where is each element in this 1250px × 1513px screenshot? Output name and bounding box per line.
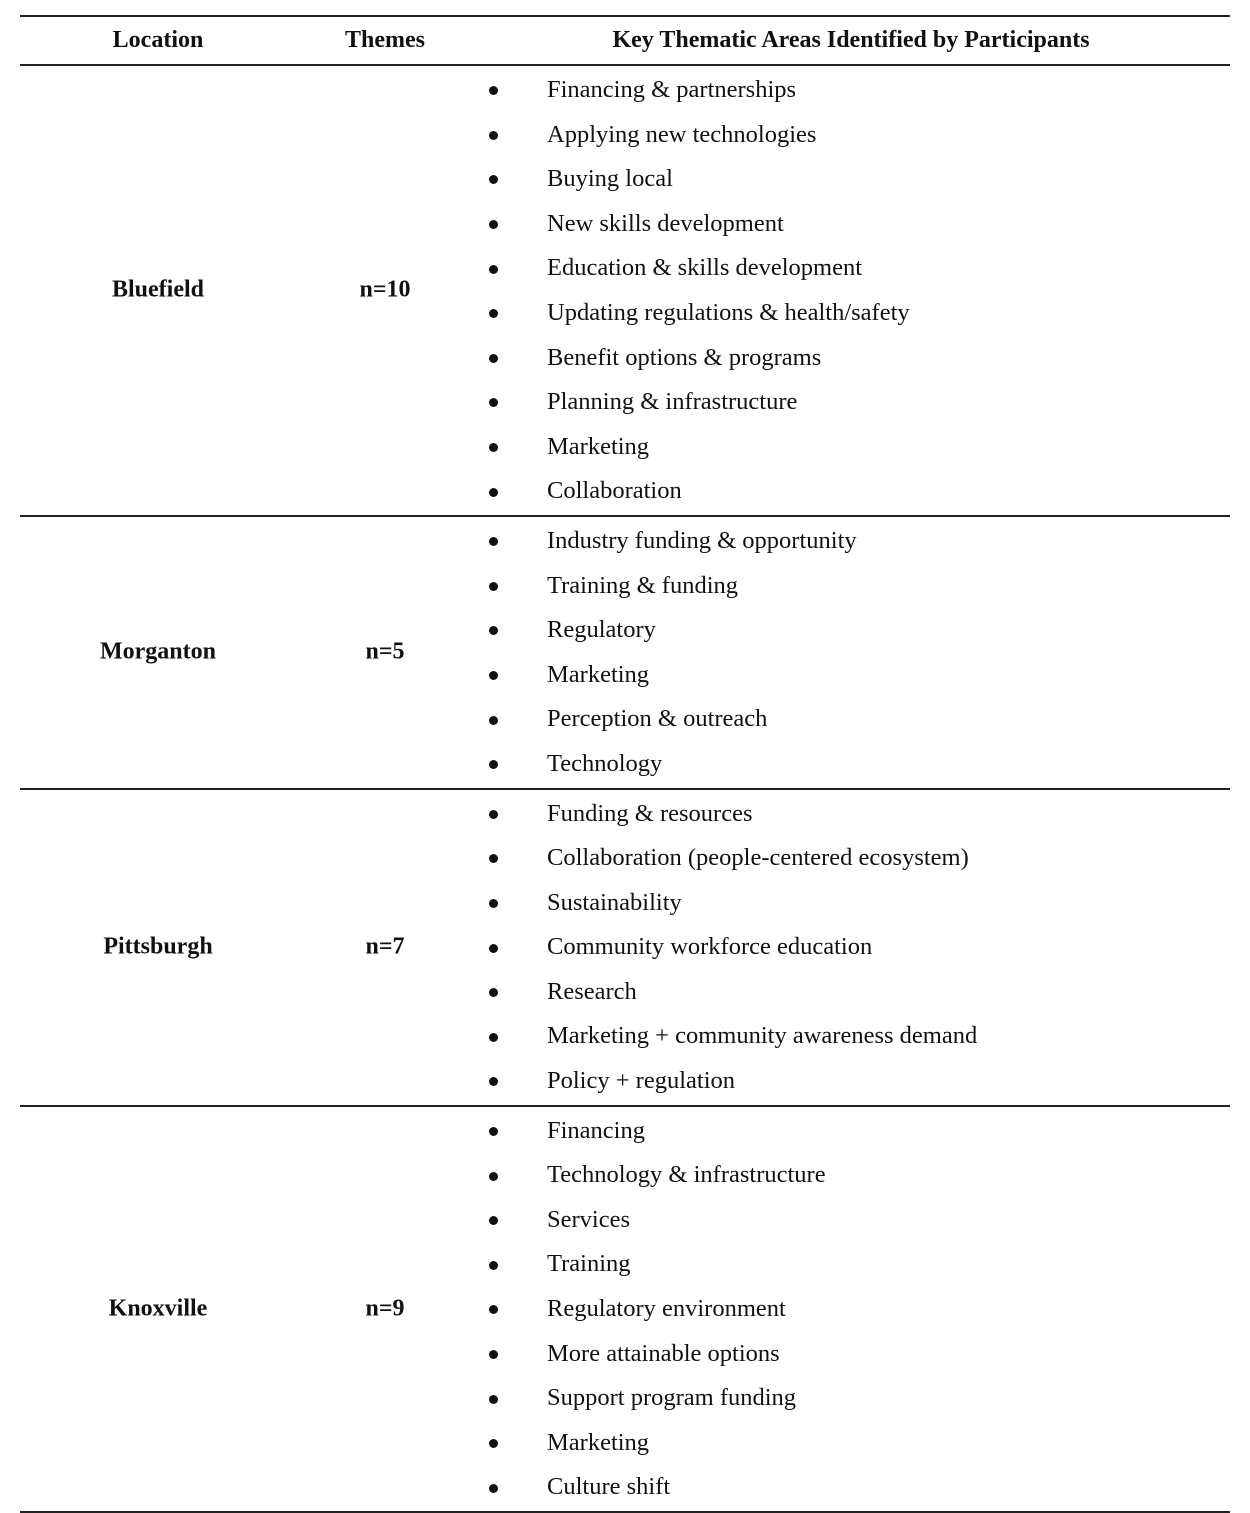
list-item-text: More attainable options — [547, 1339, 780, 1367]
list-item-text: Regulatory — [547, 616, 656, 644]
bullet-icon — [489, 854, 498, 863]
list-item-text: Collaboration — [547, 477, 682, 505]
list-item — [475, 336, 1230, 381]
bullet-icon — [489, 810, 498, 819]
list-item — [475, 653, 1230, 698]
bullet-icon — [489, 1305, 498, 1314]
thematic-areas-list — [475, 792, 1230, 1104]
list-item — [475, 380, 1230, 425]
bullet-icon — [489, 443, 498, 452]
table-header — [20, 17, 1230, 66]
location-cell: Bluefield — [111, 276, 205, 303]
list-item — [475, 425, 1230, 470]
header-themes: Themes — [345, 27, 425, 53]
list-item — [475, 1014, 1230, 1059]
list-item-text: Collaboration (people-centered ecosystem) — [547, 844, 969, 872]
list-item — [475, 68, 1230, 113]
list-item — [475, 113, 1230, 158]
list-item-text: Perception & outreach — [547, 705, 768, 733]
location-cell: Morganton — [100, 638, 216, 665]
list-item — [475, 1376, 1230, 1421]
location-cell: Pittsburgh — [103, 933, 213, 960]
list-item — [475, 1198, 1230, 1243]
list-item-text: Technology & infrastructure — [547, 1161, 826, 1189]
thematic-areas-list — [475, 1109, 1230, 1510]
list-item-text: Marketing — [547, 432, 650, 460]
list-item-text: Regulatory environment — [547, 1295, 786, 1323]
bullet-icon — [489, 1261, 498, 1270]
list-item — [475, 469, 1230, 514]
list-item — [475, 157, 1230, 202]
list-item-text: Updating regulations & health/safety — [547, 298, 910, 326]
bullet-icon — [489, 582, 498, 591]
list-item — [475, 1109, 1230, 1154]
header-key-thematic-areas: Key Thematic Areas Identified by Participants — [612, 27, 1090, 53]
list-item — [475, 1059, 1230, 1104]
bullet-icon — [489, 488, 498, 497]
bullet-icon — [489, 537, 498, 546]
list-item-text: Buying local — [547, 165, 673, 193]
bullet-icon — [489, 1172, 498, 1181]
themes-count-cell: n=9 — [365, 1295, 405, 1322]
bullet-icon — [489, 716, 498, 725]
list-item-text: Planning & infrastructure — [547, 388, 798, 416]
bullet-icon — [489, 626, 498, 635]
themes-count-cell: n=7 — [365, 933, 405, 960]
list-item-text: Marketing + community awareness demand — [547, 1022, 978, 1050]
list-item — [475, 836, 1230, 881]
list-item — [475, 608, 1230, 653]
bullet-icon — [489, 988, 498, 997]
list-item-text: Research — [547, 977, 637, 1005]
list-item — [475, 1465, 1230, 1510]
table-row — [20, 517, 1230, 790]
table-row — [20, 1107, 1230, 1513]
bullet-icon — [489, 671, 498, 680]
bullet-icon — [489, 1077, 498, 1086]
list-item-text: Community workforce education — [547, 933, 873, 961]
list-item-text: Services — [547, 1205, 630, 1233]
bullet-icon — [489, 899, 498, 908]
list-item-text: Training & funding — [547, 571, 739, 599]
list-item-text: Marketing — [547, 1428, 650, 1456]
thematic-areas-list — [475, 519, 1230, 787]
bullet-icon — [489, 175, 498, 184]
list-item-text: Applying new technologies — [547, 120, 817, 148]
bullet-icon — [489, 944, 498, 953]
list-item-text: Culture shift — [547, 1473, 671, 1501]
thematic-areas-list — [475, 68, 1230, 514]
bullet-icon — [489, 265, 498, 274]
list-item — [475, 697, 1230, 742]
list-item-text: Financing — [547, 1116, 645, 1144]
themes-table — [20, 15, 1230, 1513]
location-cell: Knoxville — [108, 1295, 208, 1322]
bullet-icon — [489, 1350, 498, 1359]
table-row — [20, 790, 1230, 1107]
list-item-text: Funding & resources — [547, 799, 753, 827]
list-item — [475, 202, 1230, 247]
bullet-icon — [489, 1033, 498, 1042]
list-item-text: Benefit options & programs — [547, 343, 822, 371]
themes-count-cell: n=5 — [365, 638, 405, 665]
list-item-text: Sustainability — [547, 888, 682, 916]
list-item — [475, 1421, 1230, 1466]
list-item-text: Support program funding — [547, 1384, 797, 1412]
bullet-icon — [489, 1439, 498, 1448]
list-item-text: Technology — [547, 749, 663, 777]
list-item — [475, 1242, 1230, 1287]
list-item — [475, 246, 1230, 291]
list-item-text: New skills development — [547, 209, 784, 237]
table-row — [20, 66, 1230, 517]
list-item — [475, 925, 1230, 970]
list-item-text: Industry funding & opportunity — [547, 526, 857, 554]
bullet-icon — [489, 1395, 498, 1404]
list-item — [475, 970, 1230, 1015]
list-item — [475, 519, 1230, 564]
list-item — [475, 742, 1230, 787]
list-item-text: Education & skills development — [547, 254, 863, 282]
list-item — [475, 1153, 1230, 1198]
bullet-icon — [489, 1216, 498, 1225]
bullet-icon — [489, 760, 498, 769]
bullet-icon — [489, 398, 498, 407]
bullet-icon — [489, 220, 498, 229]
bullet-icon — [489, 131, 498, 140]
list-item-text: Training — [547, 1250, 631, 1278]
list-item-text: Financing & partnerships — [547, 76, 797, 103]
bullet-icon — [489, 1127, 498, 1136]
bullet-icon — [489, 309, 498, 318]
header-location: Location — [112, 27, 204, 53]
list-item-text: Marketing — [547, 660, 650, 688]
bullet-icon — [489, 86, 498, 95]
list-item — [475, 792, 1230, 837]
list-item — [475, 881, 1230, 926]
bullet-icon — [489, 1484, 498, 1493]
list-item-text: Policy + regulation — [547, 1067, 736, 1095]
list-item — [475, 291, 1230, 336]
bullet-icon — [489, 354, 498, 363]
list-item — [475, 1332, 1230, 1377]
table-body — [20, 66, 1230, 1513]
list-item — [475, 1287, 1230, 1332]
list-item — [475, 564, 1230, 609]
themes-count-cell: n=10 — [359, 276, 411, 303]
